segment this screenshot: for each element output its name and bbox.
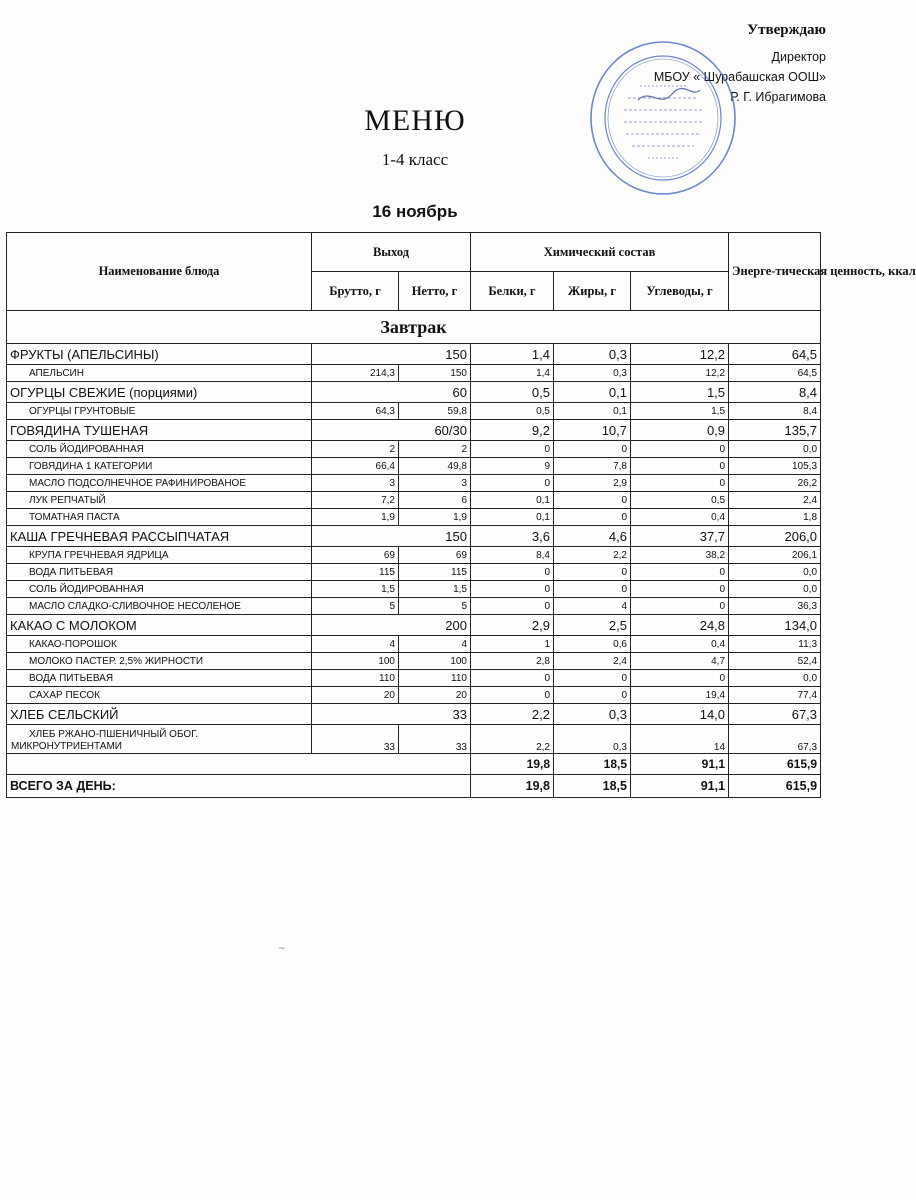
ingredient-row bbox=[7, 670, 821, 687]
dish-output: 150 bbox=[312, 344, 471, 365]
ingredient-energy: 64,5 bbox=[729, 365, 821, 382]
ingredient-row bbox=[7, 564, 821, 581]
section-row bbox=[7, 311, 821, 344]
ingredient-energy: 67,3 bbox=[729, 725, 821, 754]
ingredient-gross: 115 bbox=[312, 564, 399, 581]
ingredient-gross: 64,3 bbox=[312, 403, 399, 420]
dish-protein: 9,2 bbox=[471, 420, 554, 441]
approval-heading: Утверждаю bbox=[747, 22, 826, 38]
dish-energy: 64,5 bbox=[729, 344, 821, 365]
ingredient-gross: 110 bbox=[312, 670, 399, 687]
ingredient-net: 150 bbox=[399, 365, 471, 382]
dish-energy: 206,0 bbox=[729, 526, 821, 547]
ingredient-net: 20 bbox=[399, 687, 471, 704]
ingredient-gross: 100 bbox=[312, 653, 399, 670]
header-output: Выход bbox=[312, 233, 471, 272]
ingredient-fat: 0 bbox=[554, 670, 631, 687]
ingredient-energy: 77,4 bbox=[729, 687, 821, 704]
ingredient-protein: 0 bbox=[471, 441, 554, 458]
ingredient-fat: 0 bbox=[554, 492, 631, 509]
dish-row bbox=[7, 382, 821, 403]
dish-name: КАША ГРЕЧНЕВАЯ РАССЫПЧАТАЯ bbox=[7, 526, 312, 547]
ingredient-carbs: 0 bbox=[631, 475, 729, 492]
ingredient-gross: 214,3 bbox=[312, 365, 399, 382]
ingredient-protein: 2,8 bbox=[471, 653, 554, 670]
ingredient-row bbox=[7, 547, 821, 564]
dish-row bbox=[7, 526, 821, 547]
ingredient-row bbox=[7, 598, 821, 615]
dish-name: ХЛЕБ СЕЛЬСКИЙ bbox=[7, 704, 312, 725]
ingredient-gross: 1,9 bbox=[312, 509, 399, 526]
ingredient-net: 1,9 bbox=[399, 509, 471, 526]
dish-fat: 2,5 bbox=[554, 615, 631, 636]
dish-output: 150 bbox=[312, 526, 471, 547]
ingredient-fat: 0 bbox=[554, 509, 631, 526]
dish-energy: 8,4 bbox=[729, 382, 821, 403]
ingredient-protein: 1,4 bbox=[471, 365, 554, 382]
ingredient-protein: 1 bbox=[471, 636, 554, 653]
ingredient-energy: 52,4 bbox=[729, 653, 821, 670]
ingredient-net: 4 bbox=[399, 636, 471, 653]
subtotal-row bbox=[7, 754, 821, 775]
dish-row bbox=[7, 420, 821, 441]
ingredient-row bbox=[7, 365, 821, 382]
ingredient-net: 115 bbox=[399, 564, 471, 581]
dish-fat: 4,6 bbox=[554, 526, 631, 547]
ingredient-net: 69 bbox=[399, 547, 471, 564]
dish-output: 60 bbox=[312, 382, 471, 403]
day-total-label: ВСЕГО ЗА ДЕНЬ: bbox=[7, 775, 471, 798]
ingredient-carbs: 0 bbox=[631, 670, 729, 687]
ingredient-carbs: 0 bbox=[631, 581, 729, 598]
dish-carbs: 14,0 bbox=[631, 704, 729, 725]
ingredient-energy: 1,8 bbox=[729, 509, 821, 526]
ingredient-fat: 2,2 bbox=[554, 547, 631, 564]
ingredient-fat: 2,9 bbox=[554, 475, 631, 492]
ingredient-name: ВОДА ПИТЬЕВАЯ bbox=[7, 670, 312, 687]
ingredient-name: МАСЛО ПОДСОЛНЕЧНОЕ РАФИНИРОВАНОЕ bbox=[7, 475, 312, 492]
dish-fat: 0,1 bbox=[554, 382, 631, 403]
dish-energy: 67,3 bbox=[729, 704, 821, 725]
ingredient-net: 5 bbox=[399, 598, 471, 615]
dish-protein: 2,9 bbox=[471, 615, 554, 636]
ingredient-row bbox=[7, 581, 821, 598]
menu-table bbox=[6, 232, 916, 798]
ingredient-protein: 0,5 bbox=[471, 403, 554, 420]
ingredient-name: ГОВЯДИНА 1 КАТЕГОРИИ bbox=[7, 458, 312, 475]
ingredient-name: КРУПА ГРЕЧНЕВАЯ ЯДРИЦА bbox=[7, 547, 312, 564]
ingredient-name: СОЛЬ ЙОДИРОВАННАЯ bbox=[7, 581, 312, 598]
header-energy: Энерге-тическая ценность, ккал bbox=[729, 233, 821, 311]
day-total-protein: 19,8 bbox=[471, 775, 554, 798]
subtotal-blank bbox=[7, 754, 471, 775]
ingredient-protein: 0 bbox=[471, 670, 554, 687]
subtotal-protein: 19,8 bbox=[471, 754, 554, 775]
ingredient-row bbox=[7, 653, 821, 670]
ingredient-gross: 2 bbox=[312, 441, 399, 458]
ingredient-name: ХЛЕБ РЖАНО-ПШЕНИЧНЫЙ ОБОГ. МИКРОНУТРИЕНТАМИ bbox=[7, 725, 312, 754]
ingredient-gross: 1,5 bbox=[312, 581, 399, 598]
ingredient-gross: 33 bbox=[312, 725, 399, 754]
dish-protein: 3,6 bbox=[471, 526, 554, 547]
menu-date: 16 ноябрь bbox=[372, 202, 458, 221]
dish-protein: 2,2 bbox=[471, 704, 554, 725]
subtotal-fat: 18,5 bbox=[554, 754, 631, 775]
ingredient-row bbox=[7, 403, 821, 420]
ingredient-name: ТОМАТНАЯ ПАСТА bbox=[7, 509, 312, 526]
dish-output: 33 bbox=[312, 704, 471, 725]
ingredient-gross: 66,4 bbox=[312, 458, 399, 475]
ingredient-fat: 0 bbox=[554, 564, 631, 581]
ingredient-net: 6 bbox=[399, 492, 471, 509]
ingredient-carbs: 12,2 bbox=[631, 365, 729, 382]
ingredient-fat: 0,1 bbox=[554, 403, 631, 420]
ingredient-fat: 0,3 bbox=[554, 365, 631, 382]
ingredient-protein: 0 bbox=[471, 475, 554, 492]
approval-position: Директор bbox=[771, 50, 826, 64]
ingredient-net: 110 bbox=[399, 670, 471, 687]
ingredient-protein: 0 bbox=[471, 564, 554, 581]
ingredient-row bbox=[7, 725, 821, 754]
dish-carbs: 24,8 bbox=[631, 615, 729, 636]
ingredient-gross: 5 bbox=[312, 598, 399, 615]
ingredient-protein: 0 bbox=[471, 581, 554, 598]
ingredient-fat: 0 bbox=[554, 581, 631, 598]
header-dish-name: Наименование блюда bbox=[7, 233, 312, 311]
dish-row bbox=[7, 704, 821, 725]
ingredient-name: АПЕЛЬСИН bbox=[7, 365, 312, 382]
ingredient-name: САХАР ПЕСОК bbox=[7, 687, 312, 704]
dish-name: ОГУРЦЫ СВЕЖИЕ (порциями) bbox=[7, 382, 312, 403]
day-total-carbs: 91,1 bbox=[631, 775, 729, 798]
ingredient-net: 2 bbox=[399, 441, 471, 458]
dish-name: ФРУКТЫ (АПЕЛЬСИНЫ) bbox=[7, 344, 312, 365]
ingredient-carbs: 0,5 bbox=[631, 492, 729, 509]
dish-carbs: 0,9 bbox=[631, 420, 729, 441]
ingredient-name: ОГУРЦЫ ГРУНТОВЫЕ bbox=[7, 403, 312, 420]
ingredient-carbs: 0 bbox=[631, 441, 729, 458]
ingredient-energy: 105,3 bbox=[729, 458, 821, 475]
ingredient-row bbox=[7, 492, 821, 509]
header-chemical: Химический состав bbox=[471, 233, 729, 272]
ingredient-row bbox=[7, 509, 821, 526]
ingredient-carbs: 0,4 bbox=[631, 636, 729, 653]
ingredient-energy: 206,1 bbox=[729, 547, 821, 564]
section-title: Завтрак bbox=[7, 311, 821, 344]
approval-signatory: Р. Г. Ибрагимова bbox=[730, 90, 826, 104]
ingredient-row bbox=[7, 441, 821, 458]
dish-fat: 10,7 bbox=[554, 420, 631, 441]
header-carbs: Углеводы, г bbox=[631, 272, 729, 311]
dish-output: 60/30 bbox=[312, 420, 471, 441]
dish-fat: 0,3 bbox=[554, 704, 631, 725]
ingredient-protein: 0 bbox=[471, 598, 554, 615]
dish-energy: 135,7 bbox=[729, 420, 821, 441]
ingredient-name: МОЛОКО ПАСТЕР. 2,5% ЖИРНОСТИ bbox=[7, 653, 312, 670]
day-total-fat: 18,5 bbox=[554, 775, 631, 798]
ingredient-gross: 4 bbox=[312, 636, 399, 653]
ingredient-net: 100 bbox=[399, 653, 471, 670]
ingredient-carbs: 0 bbox=[631, 458, 729, 475]
ingredient-gross: 7,2 bbox=[312, 492, 399, 509]
subtotal-energy: 615,9 bbox=[729, 754, 821, 775]
ingredient-carbs: 0 bbox=[631, 564, 729, 581]
ingredient-protein: 2,2 bbox=[471, 725, 554, 754]
dish-name: КАКАО С МОЛОКОМ bbox=[7, 615, 312, 636]
ingredient-energy: 11,3 bbox=[729, 636, 821, 653]
ingredient-carbs: 0 bbox=[631, 598, 729, 615]
dish-fat: 0,3 bbox=[554, 344, 631, 365]
ingredient-row bbox=[7, 636, 821, 653]
header-protein: Белки, г bbox=[471, 272, 554, 311]
ingredient-carbs: 0,4 bbox=[631, 509, 729, 526]
ingredient-energy: 26,2 bbox=[729, 475, 821, 492]
ingredient-fat: 2,4 bbox=[554, 653, 631, 670]
ingredient-energy: 36,3 bbox=[729, 598, 821, 615]
ingredient-energy: 0,0 bbox=[729, 670, 821, 687]
day-total-energy: 615,9 bbox=[729, 775, 821, 798]
ingredient-gross: 3 bbox=[312, 475, 399, 492]
ingredient-net: 1,5 bbox=[399, 581, 471, 598]
header-row-top bbox=[7, 233, 821, 272]
ingredient-protein: 0,1 bbox=[471, 509, 554, 526]
ingredient-fat: 4 bbox=[554, 598, 631, 615]
dish-carbs: 1,5 bbox=[631, 382, 729, 403]
ingredient-row bbox=[7, 687, 821, 704]
ingredient-carbs: 4,7 bbox=[631, 653, 729, 670]
ingredient-fat: 0,6 bbox=[554, 636, 631, 653]
ingredient-energy: 8,4 bbox=[729, 403, 821, 420]
header-fat: Жиры, г bbox=[554, 272, 631, 311]
ingredient-fat: 0,3 bbox=[554, 725, 631, 754]
dish-carbs: 37,7 bbox=[631, 526, 729, 547]
dish-carbs: 12,2 bbox=[631, 344, 729, 365]
ingredient-carbs: 14 bbox=[631, 725, 729, 754]
ingredient-name: МАСЛО СЛАДКО-СЛИВОЧНОЕ НЕСОЛЕНОЕ bbox=[7, 598, 312, 615]
dish-protein: 0,5 bbox=[471, 382, 554, 403]
page-title: МЕНЮ bbox=[364, 104, 466, 137]
ingredient-fat: 7,8 bbox=[554, 458, 631, 475]
ingredient-fat: 0 bbox=[554, 441, 631, 458]
dish-protein: 1,4 bbox=[471, 344, 554, 365]
ingredient-gross: 69 bbox=[312, 547, 399, 564]
ingredient-net: 3 bbox=[399, 475, 471, 492]
ingredient-protein: 0 bbox=[471, 687, 554, 704]
header-net: Нетто, г bbox=[399, 272, 471, 311]
ingredient-energy: 0,0 bbox=[729, 441, 821, 458]
ingredient-carbs: 19,4 bbox=[631, 687, 729, 704]
ingredient-energy: 0,0 bbox=[729, 581, 821, 598]
dish-energy: 134,0 bbox=[729, 615, 821, 636]
ingredient-gross: 20 bbox=[312, 687, 399, 704]
dish-output: 200 bbox=[312, 615, 471, 636]
ingredient-carbs: 38,2 bbox=[631, 547, 729, 564]
subtotal-carbs: 91,1 bbox=[631, 754, 729, 775]
ingredient-name: КАКАО-ПОРОШОК bbox=[7, 636, 312, 653]
ingredient-protein: 9 bbox=[471, 458, 554, 475]
ingredient-name: СОЛЬ ЙОДИРОВАННАЯ bbox=[7, 441, 312, 458]
dish-name: ГОВЯДИНА ТУШЕНАЯ bbox=[7, 420, 312, 441]
approval-organization: МБОУ « Шурабашская ООШ» bbox=[653, 70, 826, 84]
dish-row bbox=[7, 344, 821, 365]
dish-row bbox=[7, 615, 821, 636]
ingredient-name: ЛУК РЕПЧАТЫЙ bbox=[7, 492, 312, 509]
ingredient-protein: 8,4 bbox=[471, 547, 554, 564]
ingredient-energy: 0,0 bbox=[729, 564, 821, 581]
ingredient-row bbox=[7, 475, 821, 492]
ingredient-name: ВОДА ПИТЬЕВАЯ bbox=[7, 564, 312, 581]
ingredient-net: 49,8 bbox=[399, 458, 471, 475]
ingredient-row bbox=[7, 458, 821, 475]
ingredient-fat: 0 bbox=[554, 687, 631, 704]
header-gross: Брутто, г bbox=[312, 272, 399, 311]
ingredient-net: 33 bbox=[399, 725, 471, 754]
ingredient-protein: 0,1 bbox=[471, 492, 554, 509]
scan-smudge: ~ bbox=[278, 944, 286, 954]
ingredient-net: 59,8 bbox=[399, 403, 471, 420]
grade-subtitle: 1-4 класс bbox=[381, 150, 449, 169]
ingredient-carbs: 1,5 bbox=[631, 403, 729, 420]
day-total-row bbox=[7, 775, 821, 798]
ingredient-energy: 2,4 bbox=[729, 492, 821, 509]
